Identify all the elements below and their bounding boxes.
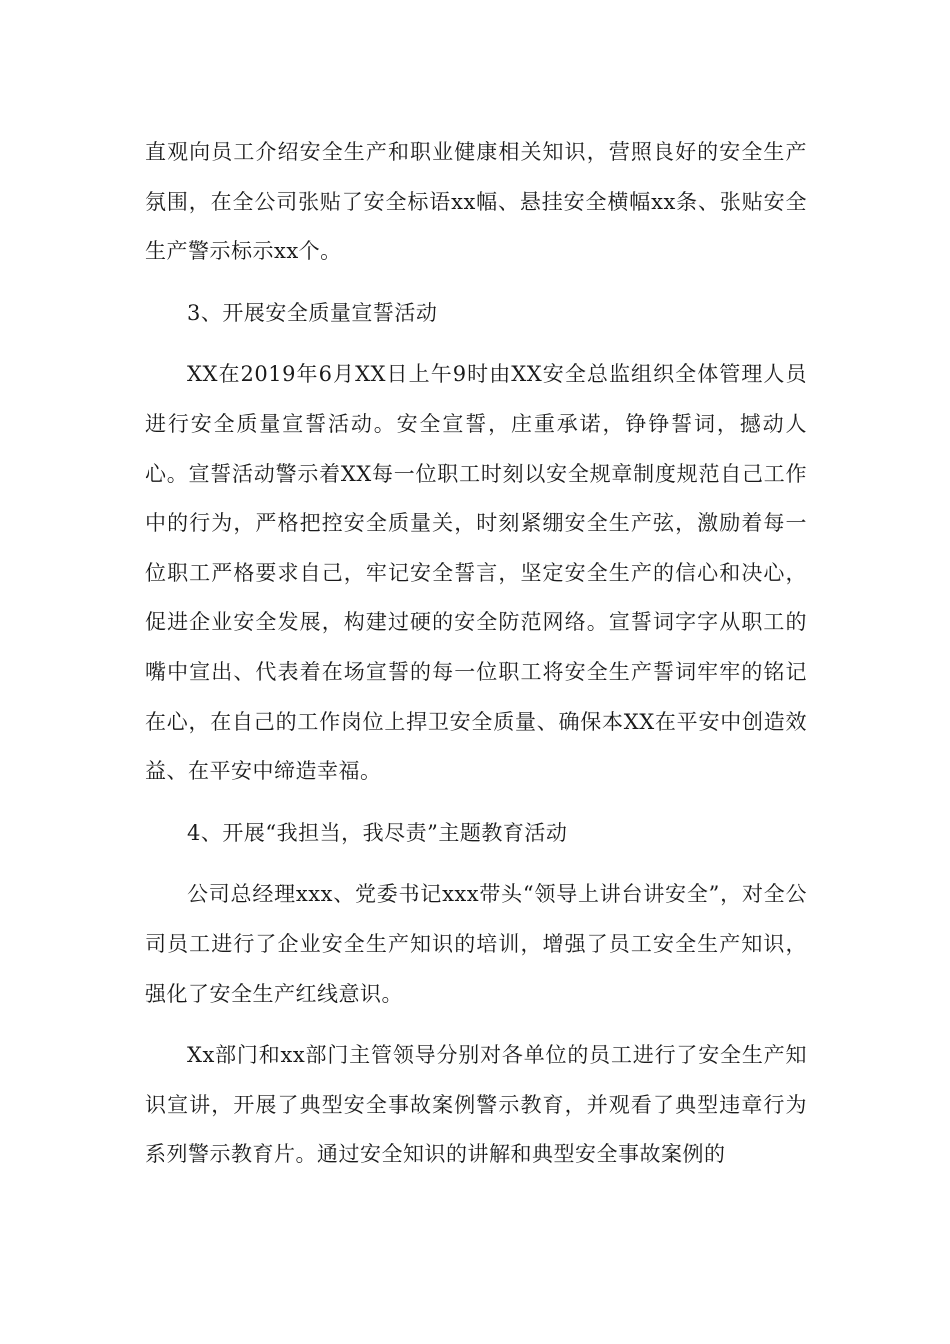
paragraph-department-training: Xx部门和xx部门主管领导分别对各单位的员工进行了安全生产知识宣讲，开展了典型安全事故案例警示教育，并观看了典型违章行为系列警示教育片。通过安全知识的讲解和典型安全事故案例的: [145, 1043, 807, 1167]
section-heading-3: 3、开展安全质量宣誓活动: [187, 300, 438, 325]
document-body: [145, 128, 807, 1180]
paragraph-oath-activity: XX在2019年6月XX日上午9时由XX安全总监组织全体管理人员进行安全质量宣誓活动。安全宣誓，庄重承诺，铮铮誓词，撼动人心。宣誓活动警示着XX每一位职工时刻以安全规章制度规范自己工作中的行为，严格把控安全质量关，时刻紧绷安全生产弦，激励着每一位职工严格要求自己，牢记安全誓言，坚定安全生产的信心和决心，促进企业安全发展，构建过硬的安全防范网络。宣誓词字字从职工的嘴中宣出、代表着在场宣誓的每一位职工将安全生产誓词牢牢的铭记在心，在自己的工作岗位上捍卫安全质量、确保本XX在平安中创造效益、在平安中缔造幸福。: [145, 362, 807, 784]
paragraph-leadership-lecture: 公司总经理xxx、党委书记xxx带头“领导上讲台讲安全”，对全公司员工进行了企业安全生产知识的培训，增强了员工安全生产知识，强化了安全生产红线意识。: [145, 882, 807, 1006]
paragraph-continued-intro: 直观向员工介绍安全生产和职业健康相关知识，营照良好的安全生产氛围，在全公司张贴了安全标语xx幅、悬挂安全横幅xx条、张贴安全生产警示标示xx个。: [145, 140, 807, 264]
section-heading-4: 4、开展“我担当，我尽责”主题教育活动: [187, 820, 568, 845]
